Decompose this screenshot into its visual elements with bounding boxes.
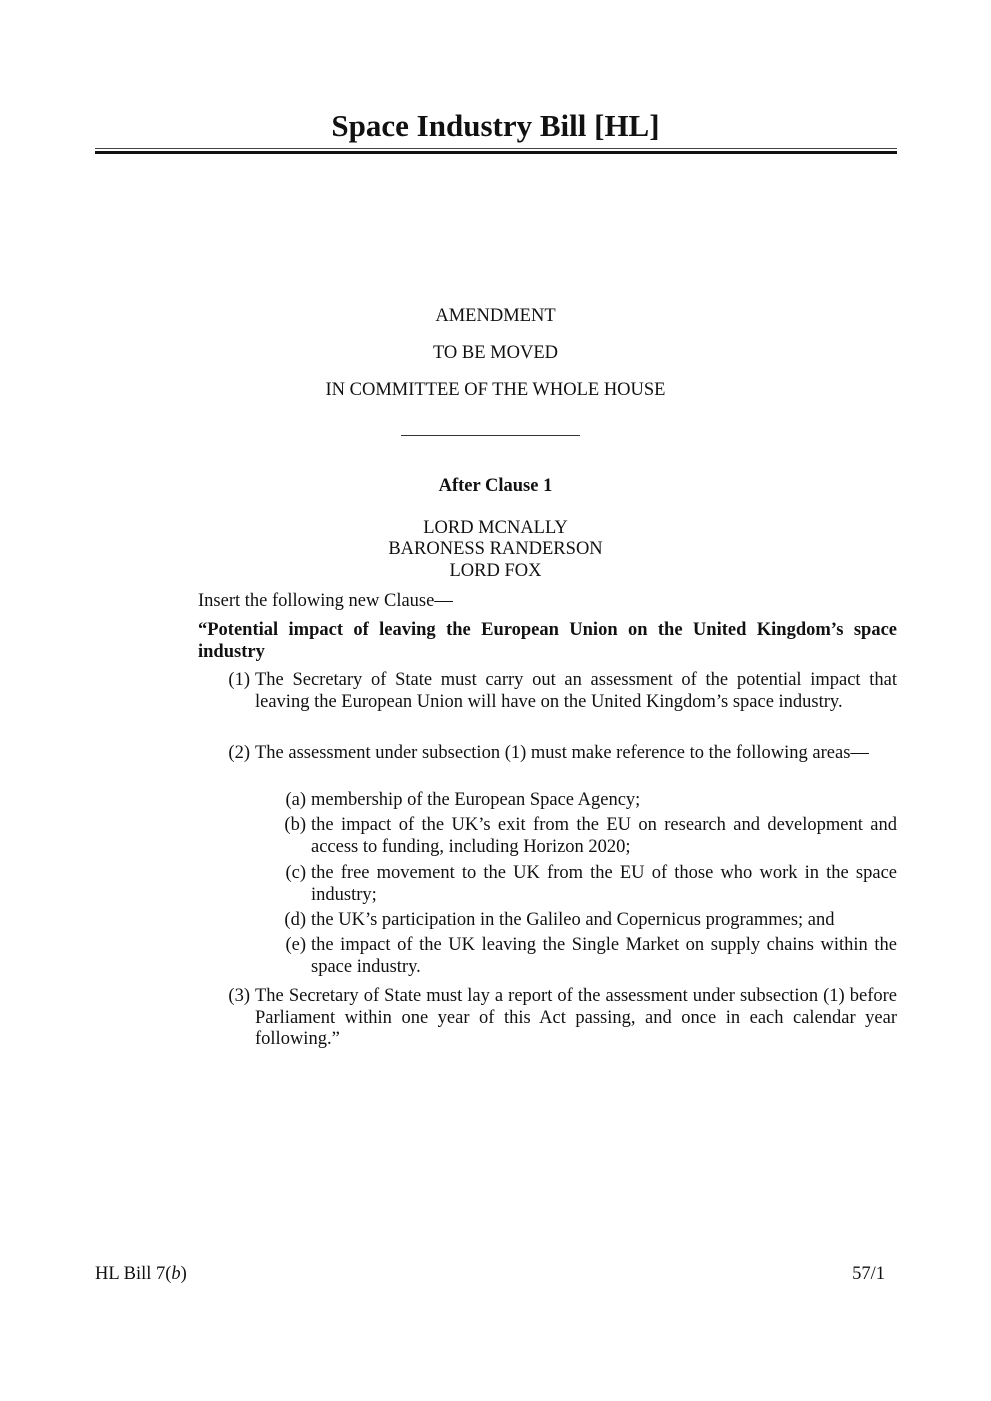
bill-reference — [95, 1264, 187, 1286]
title-rule-thick — [95, 151, 897, 154]
paragraph-text: the impact of the UK leaving the Single Market on supply chains within the space industry. — [311, 935, 897, 977]
paragraph-number: (d) — [284, 910, 306, 930]
subsection-number: (3) — [228, 986, 250, 1006]
bill-suffix: ) — [180, 1264, 187, 1284]
paragraph-number: (e) — [285, 935, 306, 955]
bill-prefix: HL Bill 7( — [95, 1264, 172, 1284]
subsection-number: (2) — [228, 743, 250, 763]
divider — [401, 435, 580, 436]
bill-letter: b — [171, 1264, 181, 1284]
paragraph-text: membership of the European Space Agency; — [311, 790, 641, 810]
committee-label: IN COMMITTEE OF THE WHOLE HOUSE — [325, 380, 666, 400]
subsection-text: The assessment under subsection (1) must make reference to the following areas— — [255, 743, 869, 763]
paragraph-text: the UK’s participation in the Galileo and Copernicus programmes; and — [311, 910, 835, 930]
paragraph-text: the free movement to the UK from the EU of those who work in the space industry; — [311, 863, 897, 905]
mover-3: LORD FOX — [449, 561, 542, 581]
title-rule-thin — [95, 148, 897, 149]
amendment-label: AMENDMENT — [435, 306, 556, 326]
insert-instruction: Insert the following new Clause— — [198, 591, 453, 611]
mover-2: BARONESS RANDERSON — [388, 539, 603, 559]
subsection-text: The Secretary of State must lay a report of the assessment under subsection (1) before Parliament within one year of this Act passing, and once in each calendar year following.” — [255, 986, 897, 1049]
page-title: Space Industry Bill [HL] — [331, 108, 660, 143]
paragraph-number: (b) — [284, 815, 306, 835]
amendment-number: 57/1 — [852, 1264, 885, 1284]
paragraph-text: the impact of the UK’s exit from the EU on research and development and access to funding, including Horizon 2020; — [311, 815, 897, 857]
paragraph-number: (a) — [285, 790, 306, 810]
mover-1: LORD MCNALLY — [423, 518, 568, 538]
to-be-moved-label: TO BE MOVED — [432, 343, 559, 363]
subsection-text: The Secretary of State must carry out an assessment of the potential impact that leaving the European Union will have on the United Kingdom’s space industry. — [255, 670, 897, 712]
paragraph-number: (c) — [285, 863, 306, 883]
amendment-position: After Clause 1 — [438, 476, 553, 496]
clause-heading: “Potential impact of leaving the European Union on the United Kingdom’s space industry — [198, 620, 897, 662]
subsection-number: (1) — [228, 670, 250, 690]
